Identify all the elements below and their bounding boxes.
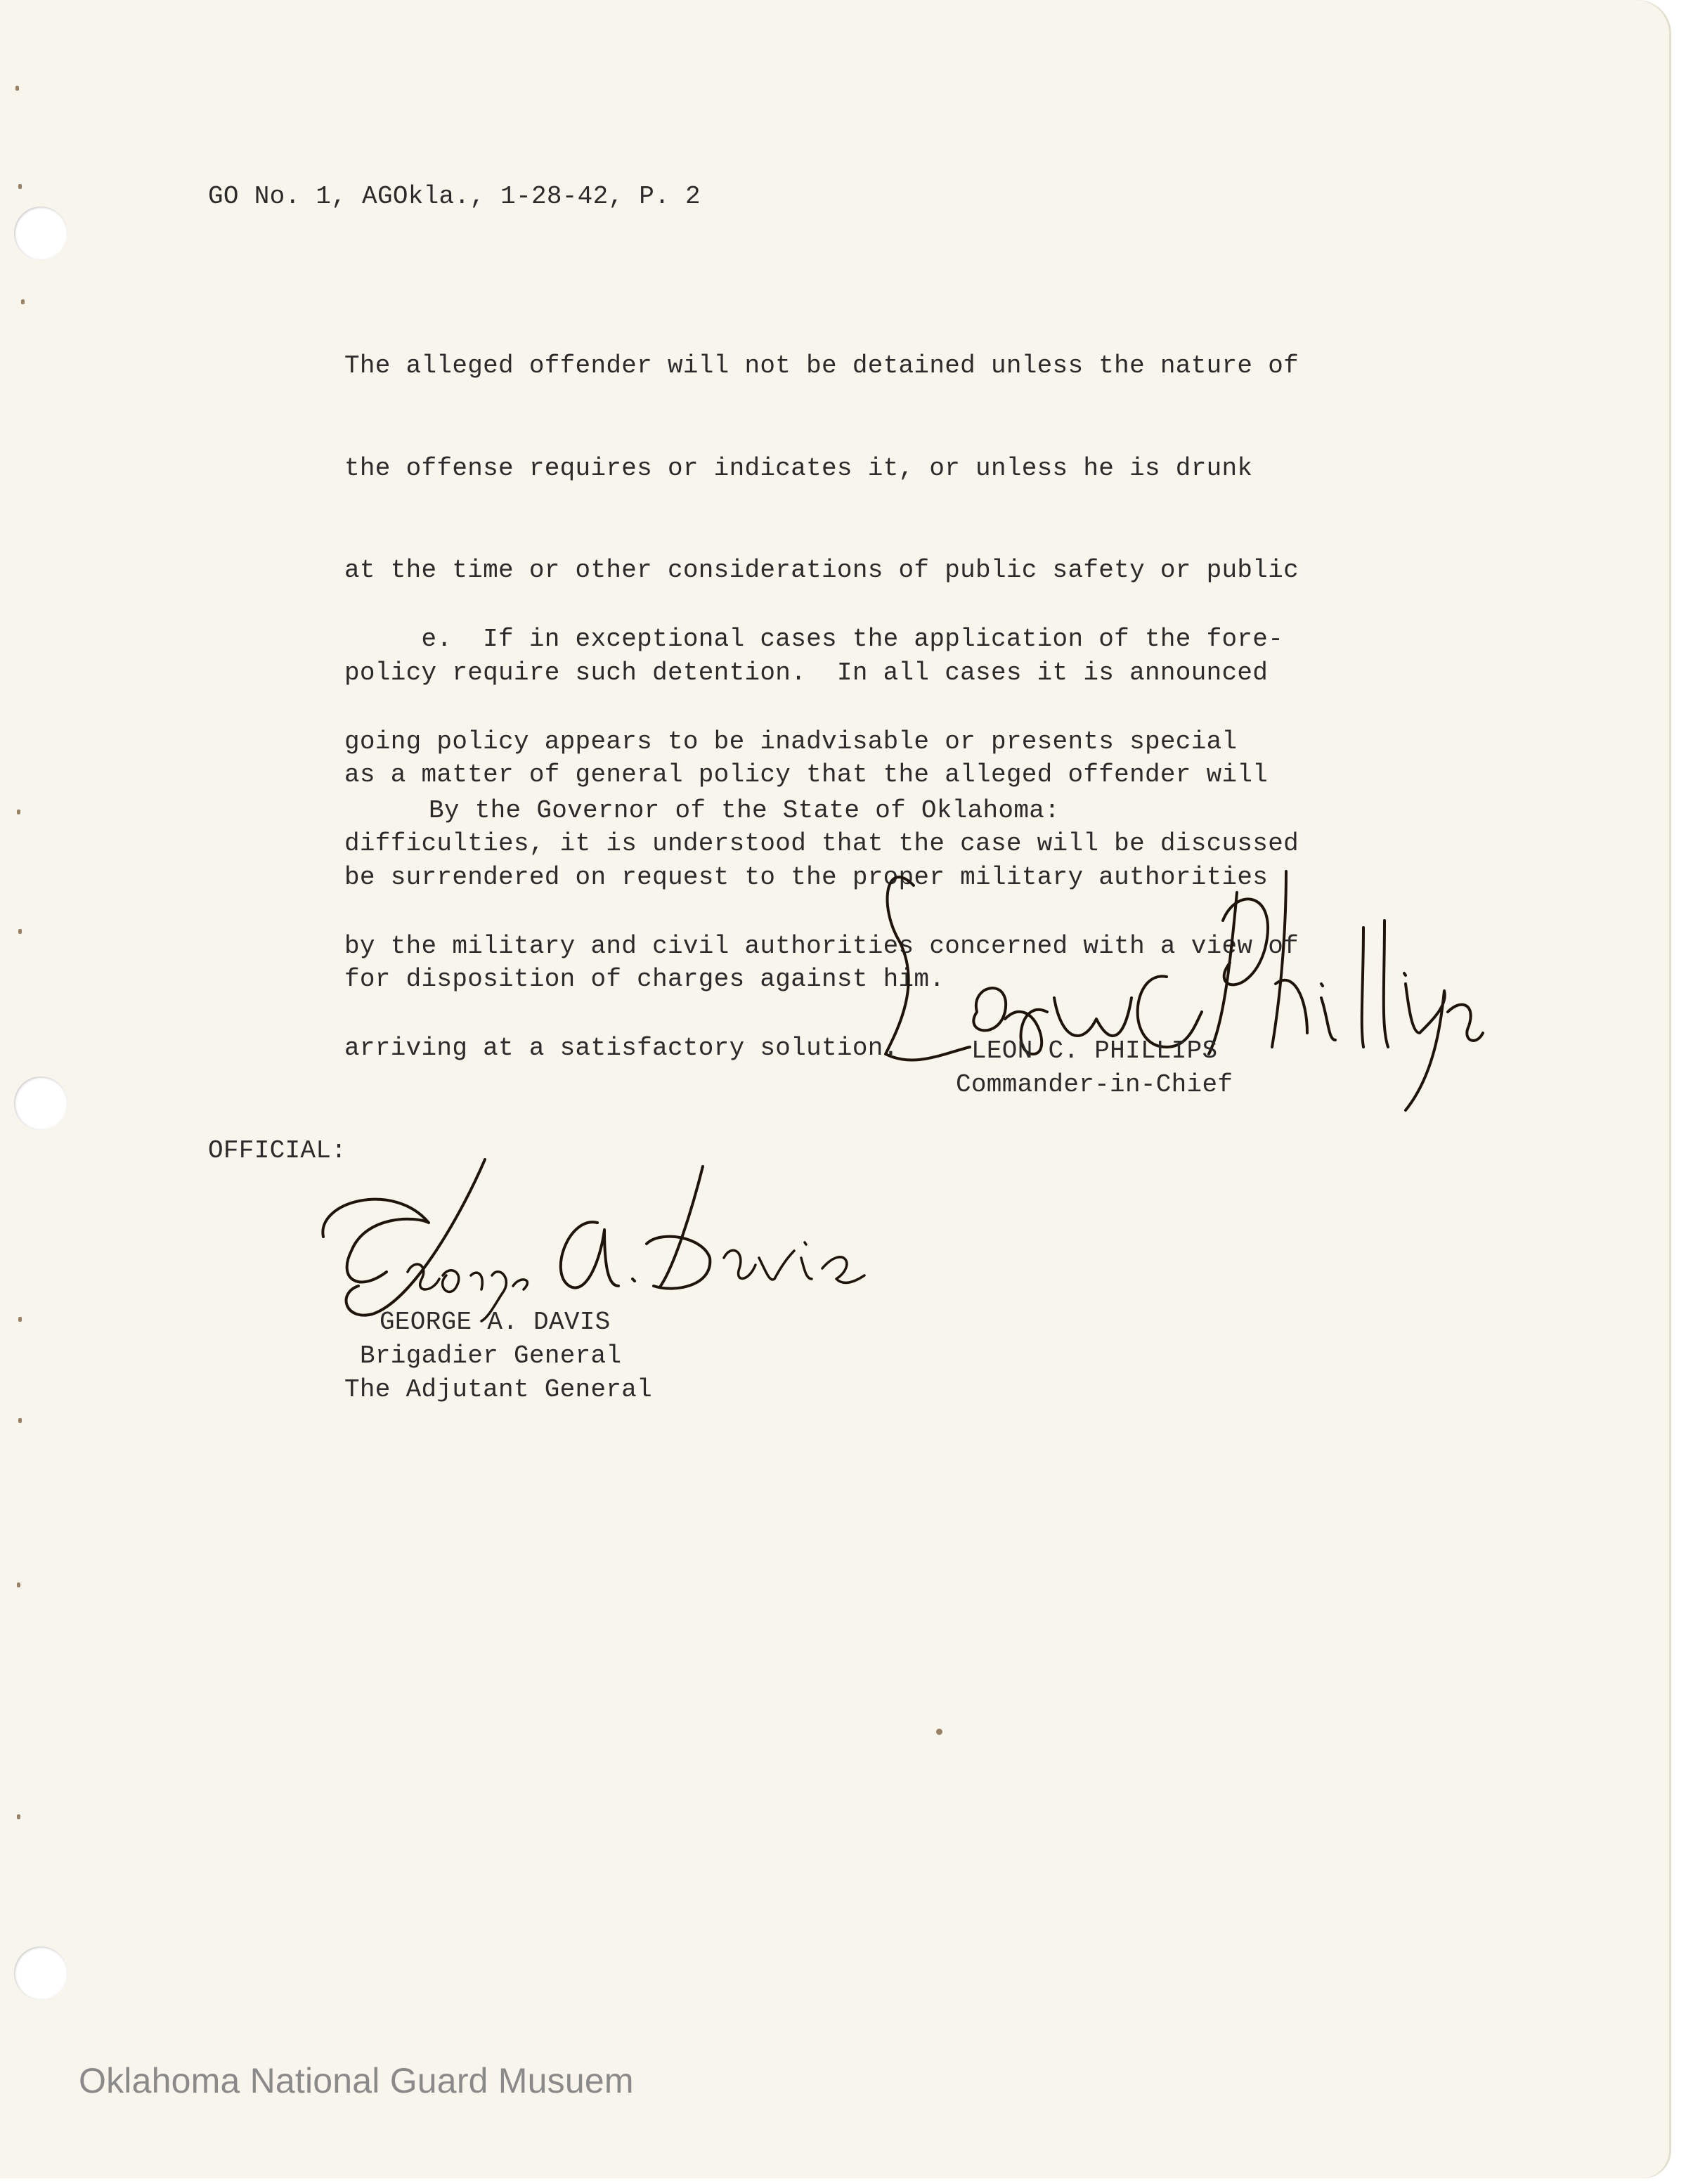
margin-speck [17, 1814, 20, 1819]
margin-speck [15, 86, 19, 91]
paragraph-line: policy require such detention. In all cases it is announced [344, 658, 1269, 687]
punch-hole-top [14, 207, 67, 260]
paragraph-line: as a matter of general policy that the alleged offender will [344, 760, 1269, 789]
margin-speck [17, 810, 20, 814]
signer-2-name: GEORGE A. DAVIS [380, 1308, 611, 1337]
punch-hole-middle [14, 1077, 67, 1130]
margin-speck [18, 1418, 22, 1423]
paragraph-line: at the time or other considerations of public safety or public [344, 556, 1299, 585]
margin-speck [18, 1317, 22, 1322]
margin-speck [936, 1729, 942, 1735]
paragraph-line: for disposition of charges against him. [344, 965, 945, 994]
punch-hole-bottom [14, 1946, 67, 2000]
paragraph-line: difficulties, it is understood that the case will be discussed [344, 829, 1299, 858]
official-label: OFFICIAL: [208, 1136, 347, 1165]
document-header: GO No. 1, AGOkla., 1-28-42, P. 2 [208, 182, 701, 211]
margin-speck [18, 184, 22, 189]
paragraph-line: The alleged offender will not be detained unless the nature of [344, 351, 1299, 380]
signer-1-name: LEON C. PHILLIPS [971, 1036, 1218, 1065]
paragraph-line: the offense requires or indicates it, or unless he is drunk [344, 453, 1253, 483]
museum-watermark: Oklahoma National Guard Musuem [79, 2061, 634, 2100]
paragraph-line: e. If in exceptional cases the application of the fore- [344, 625, 1284, 654]
paragraph-line: be surrendered on request to the proper military authorities [344, 862, 1269, 892]
governor-authority-line: By the Governor of the State of Oklahoma: [429, 796, 1061, 825]
paragraph-line: going policy appears to be inadvisable or presents special [344, 727, 1238, 756]
paragraph-line: by the military and civil authorities concerned with a view of [344, 931, 1299, 961]
signer-2-rank: Brigadier General [360, 1341, 622, 1370]
signer-1-title: Commander-in-Chief [956, 1070, 1233, 1099]
signer-2-title: The Adjutant General [344, 1375, 653, 1404]
margin-speck [18, 929, 22, 934]
margin-speck [17, 1582, 20, 1587]
paragraph-line: arriving at a satisfactory solution. [344, 1034, 899, 1062]
margin-speck [21, 299, 25, 304]
